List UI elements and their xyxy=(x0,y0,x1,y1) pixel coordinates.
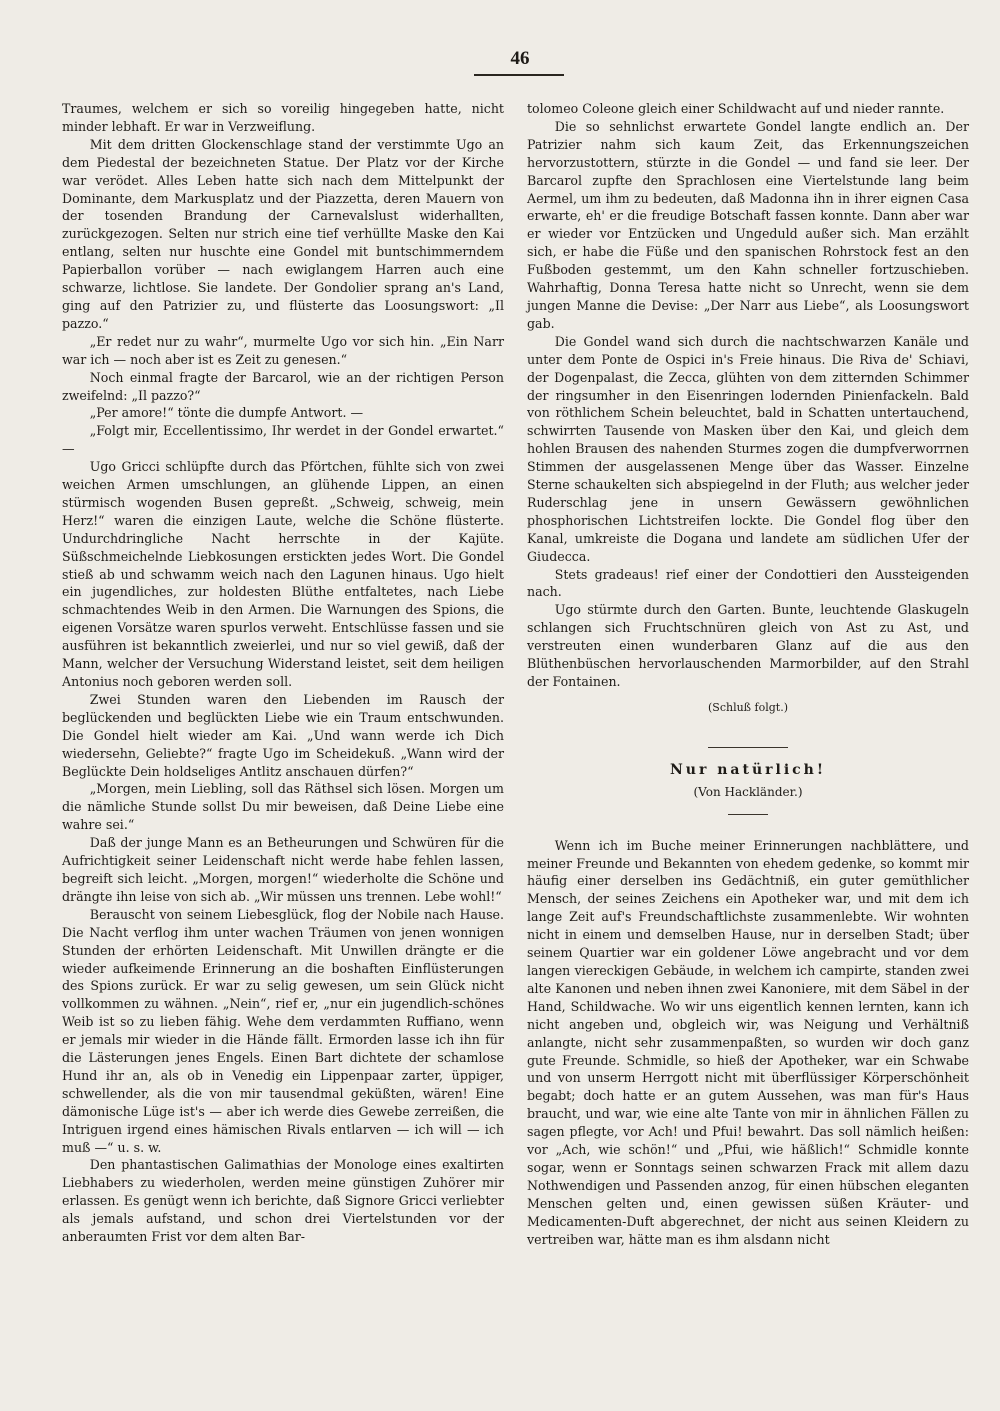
paragraph: Zwei Stunden waren den Liebenden im Rausch der beglückenden und beglückten Liebe wie ein Traum entschwunden. Die Gondel hielt wieder am Kai. „Und wann werde ich Dich wiedersehn, Geliebte?“ fragte Ugo im Scheidekuß. „Wann wird der Beglückte Dein holdseliges Antlitz anschauen dürfen?“ xyxy=(62,691,504,779)
paragraph: „Er redet nur zu wahr“, murmelte Ugo vor sich hin. „Ein Narr war ich — noch aber ist es Zeit zu genesen.“ xyxy=(62,333,504,367)
paragraph: Noch einmal fragte der Barcarol, wie an der richtigen Person zweifelnd: „Il pazzo?“ xyxy=(62,369,504,403)
left-column xyxy=(62,100,504,1246)
continued-note: (Schluß folgt.) xyxy=(708,700,788,714)
paragraph: tolomeo Coleone gleich einer Schildwacht auf und nieder rannte. xyxy=(527,101,945,116)
paragraph: Stets gradeaus! rief einer der Condottieri den Aussteigenden nach. xyxy=(527,566,969,600)
byline-rule xyxy=(728,814,768,815)
section-divider xyxy=(708,747,788,748)
right-column xyxy=(527,100,969,1248)
paragraph: „Morgen, mein Liebling, soll das Räthsel sich lösen. Morgen um die nämliche Stunde sollst Du mir beweisen, daß Deine Liebe eine wahre sei.“ xyxy=(62,781,504,833)
paragraph: „Folgt mir, Eccellentissimo, Ihr werdet in der Gondel erwartet.“ — xyxy=(62,423,504,457)
paragraph: Die Gondel wand sich durch die nachtschwarzen Kanäle und unter dem Ponte de Ospici in's Freie hinaus. Die Riva de' Schiavi, der Dogenpalast, die Zecca, glühten von dem zitternden Schimmer der ringsumher in den Eisenringen lodernden Pinienfackeln. Bald von röthlichem Schein beleuchtet, bald in Schatten untertauchend, schwirrten Tausende von Masken über den Kai, und gleich dem hohlen Brausen des nahenden Sturmes zogen die dumpfverworrnen Stimmen der ausgelassenen Menge über das Wasser. Einzelne Sterne schaukelten sich abspiegelnd in der Fluth; aus welcher jeder Ruderschlag jene in unsern Gewässern gewöhnlichen phosphorischen Lichtstreifen lockte. Die Gondel flog über den Kanal, umkreiste die Dogana und landete am südlichen Ufer der Giudecca. xyxy=(527,333,969,564)
paragraph: Wenn ich im Buche meiner Erinnerungen nachblättere, und meiner Freunde und Bekannten von ehedem gedenke, so kommt mir häufig einer derselben ins Gedächtniß, ein guter gemüthlicher Mensch, der seines Zeichens ein Apotheker war, und mit dem ich lange Zeit auf's Freundschaftlichste zusammenlebte. Wir wohnten nicht in einem und demselben Hause, nur in derselben Stadt; über seinem Quartier war ein goldener Löwe angebracht und vor dem langen viereckigen Gebäude, in welchem ich campirte, standen zwei alte Kanonen und neben ihnen zwei Kanoniere, mit dem Säbel in der Hand, Schildwache. Wo wir uns eigentlich kennen lernten, kann ich nicht angeben und, obgleich wir, was Neigung und Verhältniß anlangte, nicht sehr zusammenpaßten, so wurden wir doch ganz gute Freunde. Schmidle, so hieß der Apotheker, war ein Schwabe und von unserm Herrgott nicht mit überflüssiger Körperschönheit begabt; doch hatte er an gutem Aussehen, was man für's Haus braucht, und war, wie eine alte Tante von mir in ähnlichen Fällen zu sagen pflegte, vor Ach! und Pfui! bewahrt. Das soll nämlich heißen: vor „Ach, wie schön!“ und „Pfui, wie häßlich!“ Schmidle konnte sogar, wenn er Sonntags seinen schwarzen Frack mit allem dazu Nothwendigen und Passenden anzog, für einen hübschen eleganten Menschen gelten und, einen gewissen süßen Kräuter- und Medicamenten-Duft abgerechnet, der nicht aus seinen Kleidern zu vertreiben war, hätte man es ihm alsdann nicht xyxy=(527,837,969,1247)
paragraph: Ugo Gricci schlüpfte durch das Pförtchen, fühlte sich von zwei weichen Armen umschlungen, an glühende Lippen, an einen stürmisch wogenden Busen gepreßt. „Schweig, schweig, mein Herz!“ waren die einzigen Laute, welche die Schöne flüsterte. Undurchdringliche Nacht herrschte in der Kajüte. Süßschmeichelnde Liebkosungen erstickten jedes Wort. Die Gondel stieß ab und schwamm weich nach den Lagunen hinaus. Ugo hielt ein jugendliches, zur holdesten Blüthe entfaltetes, nach Liebe schmachtendes Weib in den Armen. Die Warnungen des Spions, die eigenen Vorsätze waren spurlos verweht. Entschlüsse fassen und sie ausführen ist bekanntlich zweierlei, und nur so viel gewiß, daß der Mann, welcher der Versuchung Widerstand leistet, seit dem heiligen Antonius noch geboren werden soll. xyxy=(62,459,504,689)
story-byline: (Von Hackländer.) xyxy=(693,784,803,799)
story-title: Nur natürlich! xyxy=(670,761,826,778)
page-number: 46 xyxy=(510,48,530,69)
paragraph: Ugo stürmte durch den Garten. Bunte, leuchtende Glaskugeln schlangen sich Fruchtschnüren gleich von Ast zu Ast, und verstreuten einen wunderbaren Glanz auf die aus den Blüthenbüschen hervorlauschenden Marmorbilder, auf den Strahl der Fontainen. xyxy=(527,602,969,689)
paragraph: Den phantastischen Galimathias der Monologe eines exaltirten Liebhabers zu wiederholen, werden meine günstigen Zuhörer mir erlassen. Es genügt wenn ich berichte, daß Signore Gricci verliebter als jemals aufstand, und schon drei Viertelstunden vor der anberaumten Frist vor dem alten Bar- xyxy=(62,1157,504,1245)
paragraph: Traumes, welchem er sich so voreilig hingegeben hatte, nicht minder lebhaft. Er war in Verzweiflung. xyxy=(62,101,504,134)
paragraph: Mit dem dritten Glockenschlage stand der verstimmte Ugo an dem Piedestal der bezeichneten Statue. Der Platz vor der Kirche war verödet. Alles Leben hatte sich nach dem Mittelpunkt der Dominante, dem Markusplatz und der Piazzetta, deren Mauern von der tosenden Brandung der Carnevalslust widerhallten, zurückgezogen. Selten nur strich eine tief verhüllte Maske den Kai entlang, selten nur huschte eine Gondel mit buntschimmerndem Papierballon vorüber — nach ewiglangem Harren auch eine schwarze, lichtlose. Sie landete. Der Gondolier sprang an's Land, ging auf den Patrizier zu, und flüsterte das Loosungswort: „Il pazzo.“ xyxy=(62,136,504,331)
paragraph: Die so sehnlichst erwartete Gondel langte endlich an. Der Patrizier nahm sich kaum Zeit, das Erkennungszeichen hervorzustottern, stürzte in die Gondel — und fand sie leer. Der Barcarol zupfte den Sprachlosen eine Viertelstunde lang beim Aermel, um ihm zu bedeuten, daß Madonna ihn in ihrer eignen Casa erwarte, eh' er die freudige Botschaft fassen konnte. Dann aber war er wieder vor Entzücken und Ungeduld außer sich. Man erzählt sich, er habe die Füße und den spanischen Rohrstock fest an den Fußboden gestemmt, um den Kahn schneller fortzuschieben. Wahrhaftig, Donna Teresa hatte nicht so Unrecht, wenn sie dem jungen Manne die Devise: „Der Narr aus Liebe“, als Loosungswort gab. xyxy=(527,118,969,331)
paragraph: Berauscht von seinem Liebesglück, flog der Nobile nach Hause. Die Nacht verflog ihm unter wachen Träumen von jenen wonnigen Stunden der erhörten Leidenschaft. Mit Unwillen drängte er die wieder aufkeimende Erinnerung an die boshaften Einflüsterungen des Spions zurück. Er war zu selig gewesen, um sein Glück nicht vollkommen zu wähnen. „Nein“, rief er, „nur ein jugendlich-schönes Weib ist so zu lieben fähig. Wehe dem verdammten Ruffiano, wenn er jemals mir wieder in die Hände fällt. Ermorden lasse ich ihn für die Lästerungen jenes Engels. Einen Bart dichtete der schamlose Hund ihr an, als ob in Venedig ein Lippenpaar zarter, üppiger, schwellender, als die von mir tausendmal geküßten, wären! Eine dämonische Lüge ist's — aber ich werde dies Gewebe zerreißen, die Intriguen irgend eines hämischen Rivals entlarven — ich will — ich muß —“ u. s. w. xyxy=(62,906,504,1155)
paragraph: „Per amore!“ tönte die dumpfe Antwort. — xyxy=(89,405,364,421)
paragraph: Daß der junge Mann es an Betheurungen und Schwüren für die Aufrichtigkeit seiner Leidenschaft nicht werde habe fehlen lassen, begreift sich leicht. „Morgen, morgen!“ wiederholte die Schöne und drängte ihn leise von sich ab. „Wir müssen uns trennen. Lebe wohl!“ xyxy=(62,835,504,904)
header-rule xyxy=(474,74,564,76)
